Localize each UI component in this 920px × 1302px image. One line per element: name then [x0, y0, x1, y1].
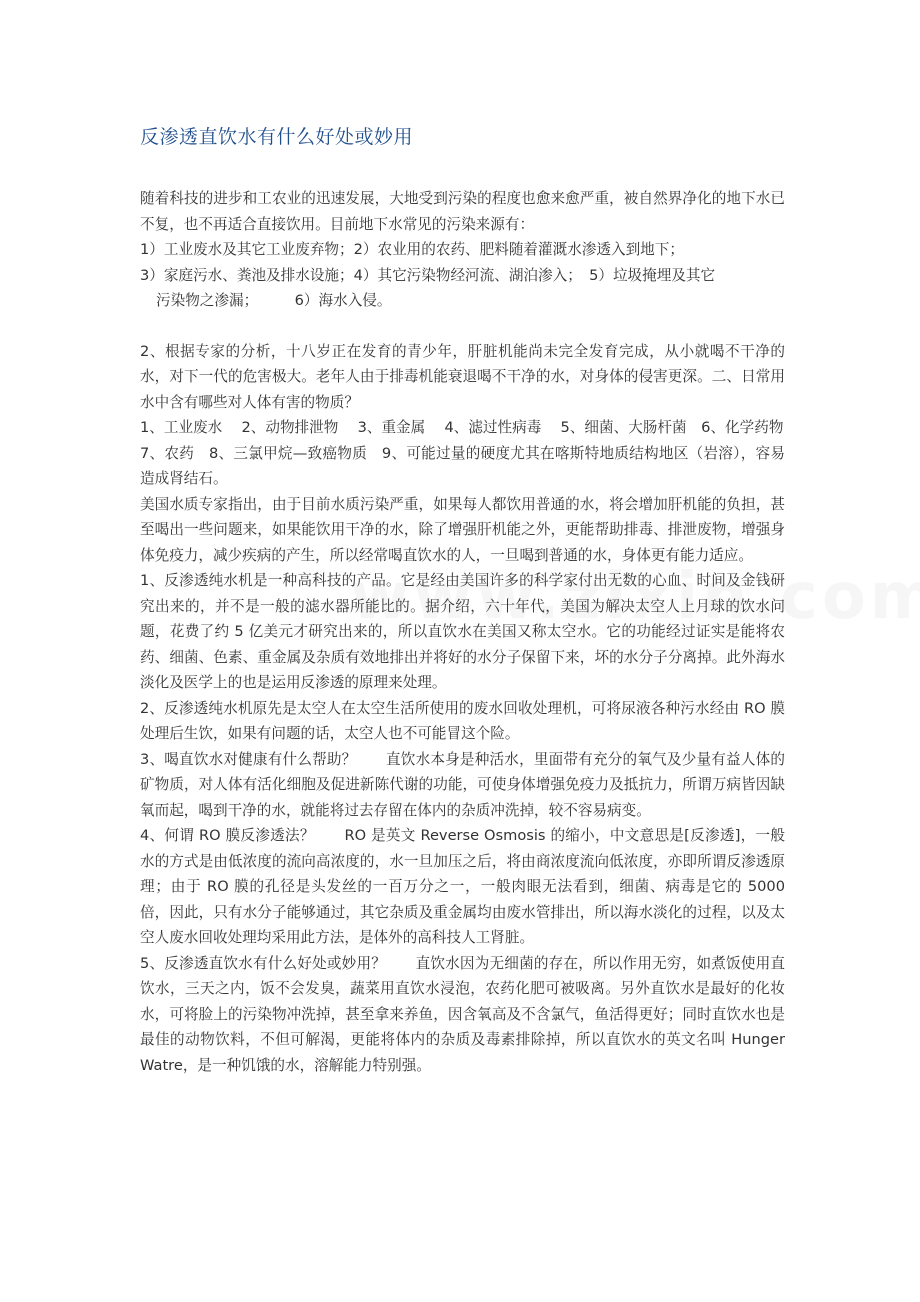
paragraph-intro: 随着科技的进步和工农业的迅速发展，大地受到污染的程度也愈来愈严重，被自然界净化的地下水已不复，也不再适合直接饮用。目前地下水常见的污染来源有： — [140, 190, 785, 233]
paragraph-pollution-1: 1）工业废水及其它工业废弃物；2）农业用的农药、肥料随着灌溉水渗透入到地下； — [140, 241, 684, 258]
document-body — [140, 186, 785, 1078]
paragraph-us-experts: 美国水质专家指出，由于目前水质污染严重，如果每人都饮用普通的水，将会增加肝机能的负担，甚至喝出一些问题来，如果能饮用干净的水，除了增强肝机能之外，更能帮助排毒、排泄废物，增强身体免疫力，减少疾病的产生，所以经常喝直饮水的人，一旦喝到普通的水，身体更有能力适应。 — [140, 495, 785, 564]
paragraph-ro-machine: 1、反渗透纯水机是一种高科技的产品。它是经由美国许多的科学家付出无数的心血、时间及金钱研究出来的，并不是一般的滤水器所能比的。据介绍，六十年代，美国为解决太空人上月球的饮水问题，花费了约 5 亿美元才研究出来的，所以直饮水在美国又称太空水。它的功能经过证实是能将农药、细菌、色素、重金属及杂质有效地排出并将好的水分子保留下来，坏的水分子分离掉。此外海水淡化及医学上的也是运用反渗透的原理来处理。 — [140, 572, 785, 691]
paragraph-harmful-list-2: 7、农药 8、三氯甲烷—致癌物质 9、可能过量的硬度尤其在喀斯特地质结构地区（岩溶），容易造成肾结石。 — [140, 444, 785, 487]
paragraph-expert-analysis: 2、根据专家的分析，十八岁正在发育的青少年，肝脏机能尚未完全发育完成，从小就喝不干净的水，对下一代的危害极大。老年人由于排毒机能衰退喝不干净的水，对身体的侵害更深。二、日常用水中含有哪些对人体有害的物质？ — [140, 342, 785, 411]
paragraph-ro-definition: 4、何谓 RO 膜反渗透法？ RO 是英文 Reverse Osmosis 的缩小，中文意思是[反渗透]，一般水的方式是由低浓度的流向高浓度的，水一旦加压之后，将由商浓度流向低浓度，亦即所谓反渗透原理；由于 RO 膜的孔径是头发丝的一百万分之一，一般肉眼无法看到，细菌、病毒是它的 5000 倍，因此，只有水分子能够通过，其它杂质及重金属均由废水管排出，所以海水淡化的过程，以及太空人废水回收处理均采用此方法，是体外的高科技人工肾脏。 — [140, 827, 785, 946]
paragraph-health-benefit: 3、喝直饮水对健康有什么帮助？ 直饮水本身是种活水，里面带有充分的氧气及少量有益人体的矿物质，对人体有活化细胞及促进新陈代谢的功能，可使身体增强免疫力及抵抗力，所谓万病皆因缺氧而起，喝到干净的水，就能将过去存留在体内的杂质冲洗掉，较不容易病变。 — [140, 750, 785, 819]
paragraph-astronaut: 2、反渗透纯水机原先是太空人在太空生活所使用的废水回收处理机，可将尿液各种污水经由 RO 膜处理后生饮，如果有问题的话，太空人也不可能冒这个险。 — [140, 699, 785, 742]
paragraph-uses: 5、反渗透直饮水有什么好处或妙用？ 直饮水因为无细菌的存在，所以作用无穷，如煮饭使用直饮水，三天之内，饭不会发臭，蔬菜用直饮水浸泡，农药化肥可被吸离。另外直饮水是最好的化妆水，可将脸上的污染物冲洗掉，甚至拿来养鱼，因含氧高及不含氯气，鱼活得更好；同时直饮水也是最佳的动物饮料，不但可解渴，更能将体内的杂质及毒素排除掉，所以直饮水的英文名叫 Hunger Watre，是一种饥饿的水，溶解能力特别强。 — [140, 954, 785, 1074]
paragraph-gap — [140, 314, 785, 339]
paragraph-pollution-2: 3）家庭污水、粪池及排水设施；4）其它污染物经河流、湖泊渗入； 5）垃圾掩埋及其它 — [140, 266, 716, 284]
paragraph-pollution-3: 污染物之渗漏； 6）海水入侵。 — [156, 292, 392, 309]
document-title: 反渗透直饮水有什么好处或妙用 — [140, 126, 414, 148]
paragraph-harmful-list-1: 1、工业废水 2、动物排泄物 3、重金属 4、滤过性病毒 5、细菌、大肠杆菌 6、化学药物 — [140, 419, 784, 436]
